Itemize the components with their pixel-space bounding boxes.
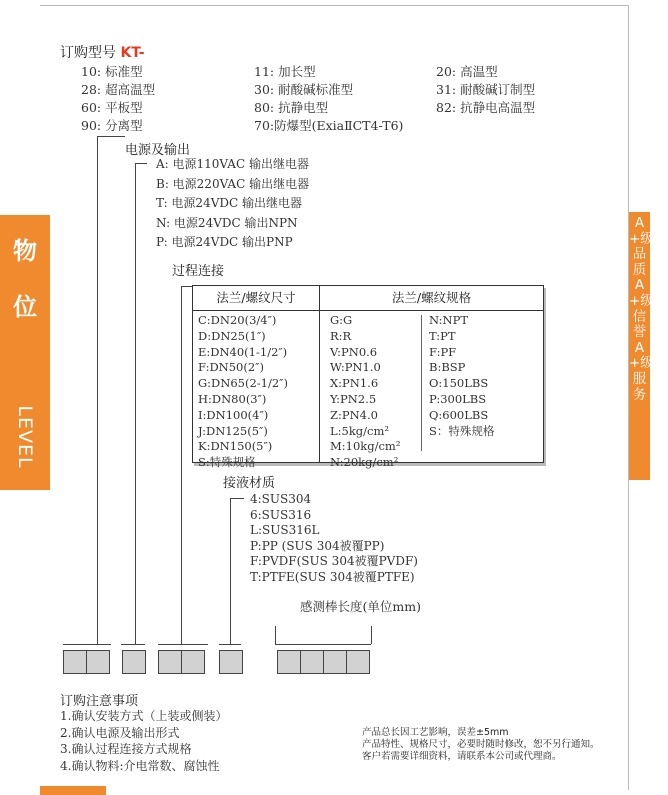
material-item: P:PP (SUS 304被覆PP): [250, 538, 385, 553]
spec-item: N:NPT: [429, 313, 468, 327]
table-header-spec: 法兰/螺纹规格: [391, 290, 472, 305]
size-item: F:DN50(2″): [198, 360, 264, 375]
connector-line-model: [97, 136, 98, 644]
material-item: 6:SUS316: [250, 507, 312, 522]
code-box: [158, 650, 182, 674]
spec-list-b: [429, 313, 494, 439]
type-90: 90: 分离型: [81, 118, 143, 133]
code-box: [181, 650, 205, 674]
type-20: 20: 高温型: [436, 64, 498, 79]
size-item: J:DN125(5″): [198, 423, 268, 438]
model-title-prefix: 订购型号: [60, 45, 116, 61]
code-box: [277, 650, 301, 674]
connector-line-process: [181, 286, 182, 644]
spec-item: O:150LBS: [429, 376, 489, 391]
page-frame-top: [40, 5, 628, 6]
side-tab-quality: [629, 212, 654, 480]
spec-item: S：特殊规格: [429, 423, 495, 438]
side-tab-level: [0, 215, 50, 490]
note-item: 4.确认物料:介电常数、腐蚀性: [60, 758, 220, 773]
size-item: E:DN40(1-1/2″): [198, 344, 288, 359]
spec-item: V:PN0.6: [330, 344, 378, 359]
spec-item: L:5kg/cm²: [330, 423, 389, 438]
bracket-power: [121, 644, 145, 645]
material-item: F:PVDF(SUS 304被覆PVDF): [250, 554, 418, 568]
box-group-length: [277, 650, 369, 674]
material-item: L:SUS316L: [250, 523, 320, 537]
table-header-size: 法兰/螺纹尺寸: [216, 290, 296, 305]
length-label: 感测棒长度(单位mm): [300, 599, 421, 614]
model-code: KT-: [120, 45, 145, 61]
type-30: 30: 耐酸碱标准型: [254, 82, 354, 97]
power-item-t: T: 电源24VDC 输出继电器: [156, 196, 302, 210]
material-item: 4:SUS304: [250, 492, 312, 506]
size-item: G:DN65(2-1/2″): [198, 376, 288, 391]
material-list: [250, 492, 418, 585]
box-group-process: [158, 650, 204, 674]
type-28: 28: 超高温型: [81, 82, 156, 97]
note-item: 3.确认过程连接方式规格: [60, 742, 192, 756]
spec-item: F:PF: [429, 344, 457, 359]
type-80: 80: 抗静电型: [254, 100, 329, 115]
size-item: D:DN25(1″): [198, 328, 266, 343]
bracket-process: [158, 644, 208, 645]
power-item-n: N: 电源24VDC 输出NPN: [156, 215, 298, 230]
box-group-power: [122, 650, 145, 674]
code-box: [219, 650, 243, 674]
code-box: [63, 650, 87, 674]
box-group-model: [63, 650, 109, 674]
note-item: 1.确认安装方式（上装或侧装）: [60, 709, 228, 723]
bracket-length-left: [275, 626, 276, 644]
bracket-length-right: [371, 626, 372, 644]
spec-item: T:PT: [429, 328, 456, 343]
spec-item: Q:600LBS: [429, 407, 489, 422]
size-list: [198, 313, 288, 471]
notes-list: [60, 708, 227, 774]
bottom-accent-bar: [40, 786, 106, 795]
power-item-p: P: 电源24VDC 输出PNP: [156, 235, 293, 249]
spec-item: N:20kg/cm²: [330, 455, 399, 470]
spec-item: M:10kg/cm²: [330, 439, 401, 454]
size-item: K:DN150(5″): [198, 439, 273, 454]
process-table: [192, 285, 544, 470]
disclaimer-line: 产品总长因工艺影响，误差±5mm: [362, 727, 509, 738]
power-item-a: A: 电源110VAC 输出继电器: [156, 157, 309, 171]
code-box: [323, 650, 347, 674]
size-item: C:DN20(3/4″): [198, 313, 277, 327]
power-list: [156, 155, 309, 253]
spec-item: X:PN1.6: [330, 376, 379, 391]
box-group-material: [219, 650, 242, 674]
bracket-length: [275, 644, 371, 645]
type-60: 60: 平板型: [81, 100, 143, 115]
code-box: [122, 650, 146, 674]
connector-line-power: [135, 163, 136, 644]
notes-title: 订购注意事项: [60, 694, 139, 709]
spec-item: R:R: [330, 328, 352, 343]
size-item: I:DN100(4″): [198, 407, 269, 422]
power-item-b: B: 电源220VAC 输出继电器: [156, 176, 310, 191]
power-title: 电源及输出: [125, 143, 191, 158]
side-tab-char-2: 位: [13, 293, 37, 321]
spec-item: W:PN1.0: [330, 360, 381, 375]
type-82: 82: 抗静电高温型: [436, 100, 536, 115]
code-box: [300, 650, 324, 674]
connector-tick-power: [135, 163, 147, 164]
spec-item: G:G: [330, 313, 353, 327]
disclaimer-line: 产品特性、规格尺寸，必要时随时修改，恕不另行通知。: [362, 739, 600, 750]
spec-item: Z:PN4.0: [330, 407, 378, 422]
connector-line-material: [230, 498, 231, 644]
type-70: 70:防爆型(ExiaⅡCT4-T6): [254, 118, 404, 133]
disclaimer-line: 客户若需要详细资料，请联系本公司或代理商。: [362, 751, 562, 762]
type-11: 11: 加长型: [254, 64, 316, 79]
disclaimer: [362, 727, 600, 763]
connector-tick-model: [97, 136, 125, 137]
spec-item: Y:PN2.5: [330, 391, 377, 406]
code-box: [346, 650, 370, 674]
side-tab-char-1: 物: [13, 237, 37, 265]
side-tab-quality-text: A+级品质 A+级信誉 A+级服务: [629, 215, 654, 403]
side-tab-level-text: LEVEL: [14, 405, 36, 469]
spec-divider: [421, 315, 422, 451]
size-item: H:DN80(3″): [198, 391, 267, 406]
type-10: 10: 标准型: [81, 64, 143, 79]
material-item: T:PTFE(SUS 304被覆PTFE): [250, 569, 415, 584]
code-box: [86, 650, 110, 674]
note-item: 2.确认电源及输出形式: [60, 725, 180, 740]
material-title: 接液材质: [223, 476, 276, 491]
spec-item: P:300LBS: [429, 391, 487, 406]
spec-item: B:BSP: [429, 360, 466, 375]
connector-tick-material: [230, 498, 244, 499]
type-31: 31: 耐酸碱订制型: [436, 82, 536, 97]
process-title: 过程连接: [172, 264, 225, 279]
bracket-material: [219, 644, 241, 645]
table-column-divider: [319, 286, 320, 462]
spec-list-a: [330, 313, 400, 471]
bracket-model: [63, 644, 111, 645]
size-item: S:特殊规格: [198, 455, 256, 470]
table-header-divider: [193, 310, 543, 311]
model-title: [60, 42, 145, 62]
